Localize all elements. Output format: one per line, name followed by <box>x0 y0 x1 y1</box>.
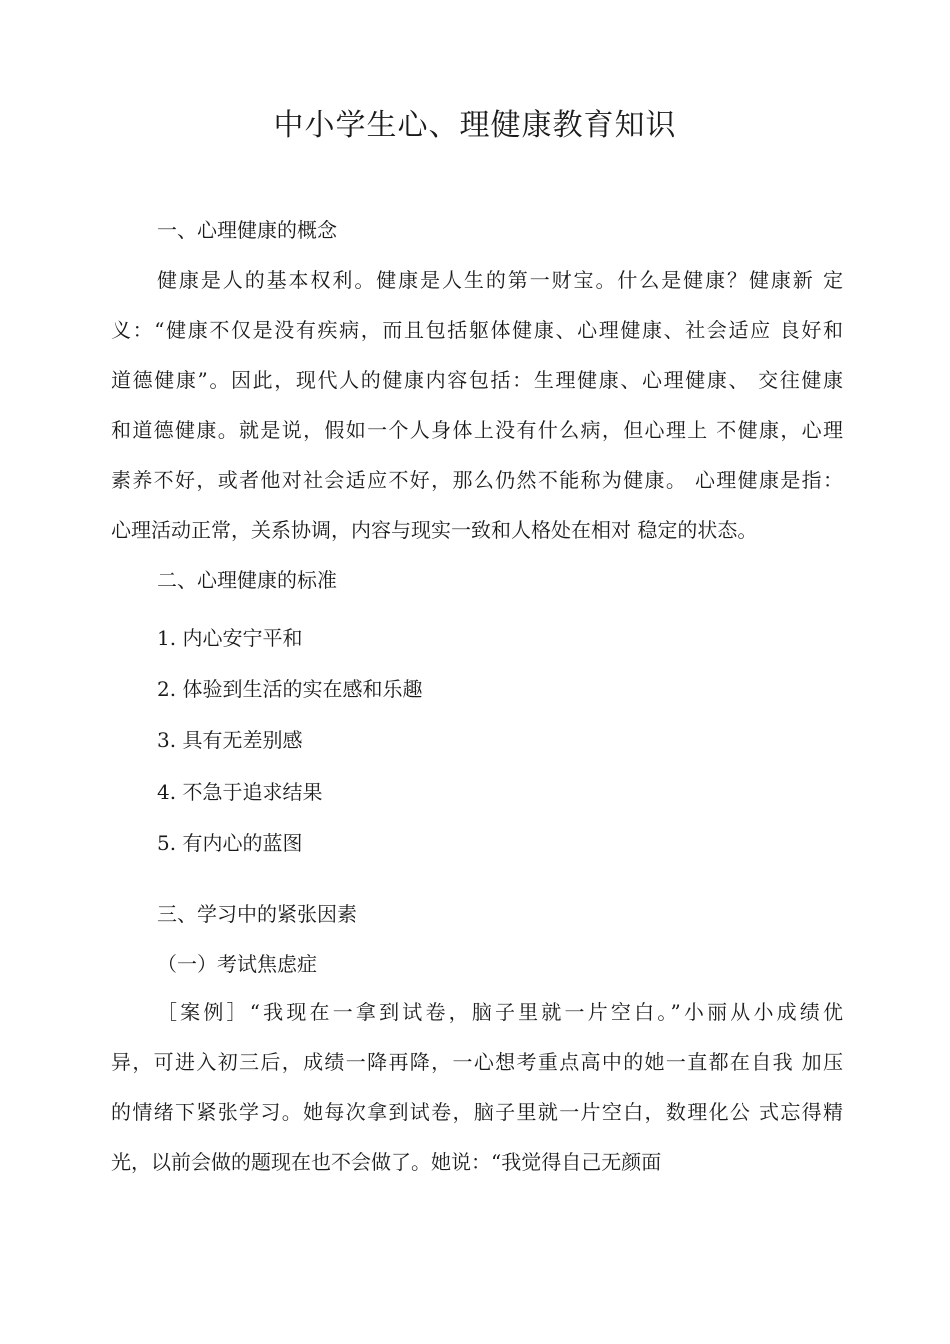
list-item: 3. 具有无差别感 <box>157 728 303 752</box>
paragraph-line: ［案例］“我现在一拿到试卷，脑子里就一片空白。”小丽从小成绩优 <box>157 1000 843 1024</box>
document-title: 中小学生心、理健康教育知识 <box>273 108 677 143</box>
paragraph-line: 和道德健康。就是说，假如一个人身体上没有什么病，但心理上 不健康，心理 <box>111 418 843 442</box>
paragraph-line: 素养不好，或者他对社会适应不好，那么仍然不能称为健康。 心理健康是指： <box>111 468 843 492</box>
paragraph-line: 义：“健康不仅是没有疾病，而且包括躯体健康、心理健康、社会适应 良好和 <box>111 318 843 342</box>
paragraph-line: 道德健康”。因此，现代人的健康内容包括：生理健康、心理健康、 交往健康 <box>111 368 843 392</box>
list-item: 2. 体验到生活的实在感和乐趣 <box>157 677 423 701</box>
paragraph-line: 光，以前会做的题现在也不会做了。她说：“我觉得自己无颜面 <box>111 1150 662 1174</box>
paragraph-line: 健康是人的基本权利。健康是人生的第一财宝。什么是健康？健康新 定 <box>157 268 843 292</box>
paragraph-line: 心理活动正常，关系协调，内容与现实一致和人格处在相对 稳定的状态。 <box>111 518 758 542</box>
section-heading-concept: 一、心理健康的概念 <box>157 218 337 242</box>
list-item: 5. 有内心的蓝图 <box>157 831 303 855</box>
list-item: 4. 不急于追求结果 <box>157 780 323 804</box>
section-heading-stress: 三、学习中的紧张因素 <box>157 902 357 926</box>
paragraph-line: 异，可进入初三后，成绩一降再降，一心想考重点高中的她一直都在自我 加压 <box>111 1050 843 1074</box>
subsection-heading: （一）考试焦虑症 <box>157 952 317 976</box>
section-heading-standards: 二、心理健康的标准 <box>157 568 337 592</box>
list-item: 1. 内心安宁平和 <box>157 626 303 650</box>
paragraph-line: 的情绪下紧张学习。她每次拿到试卷，脑子里就一片空白，数理化公 式忘得精 <box>111 1100 843 1124</box>
